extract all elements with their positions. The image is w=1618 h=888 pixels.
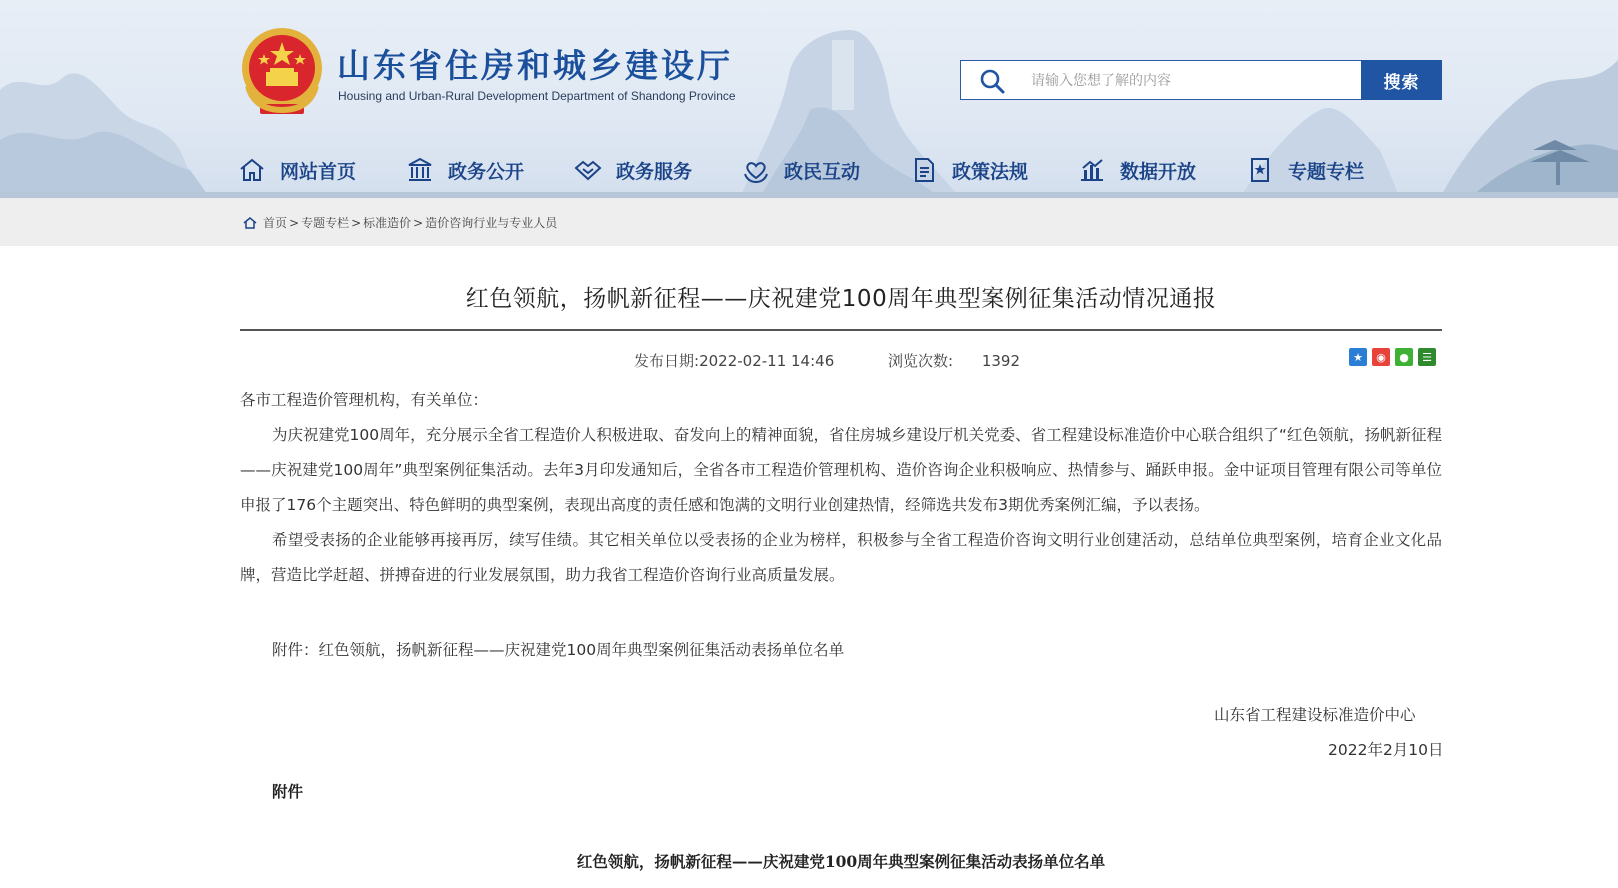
share-bar (1349, 348, 1436, 366)
attachment-title: 红色领航，扬帆新征程——庆祝建党100周年典型案例征集活动表扬单位名单 (576, 852, 1106, 871)
breadcrumb-bar (0, 198, 1618, 246)
site-header (0, 0, 1618, 198)
douban-icon[interactable]: ☰ (1418, 348, 1436, 366)
search-icon[interactable] (979, 68, 1005, 94)
nav-item-gov-affairs[interactable] (406, 150, 524, 190)
search-box (960, 60, 1361, 100)
attachment-label: 附件 (272, 783, 304, 801)
breadcrumb-separator: > (351, 215, 362, 230)
nav-item-gov-services[interactable] (574, 150, 692, 190)
greeting: 各市工程造价管理机构，有关单位： (240, 391, 489, 409)
signature-date: 2022年2月10日 (1328, 741, 1444, 759)
view-count-value: 1392 (981, 352, 1021, 370)
breadcrumb (243, 214, 557, 231)
breadcrumb-item-standard-cost[interactable]: 标准造价 (363, 216, 412, 230)
view-count-label: 浏览次数: (888, 352, 954, 370)
title-divider (240, 329, 1442, 331)
site-subtitle: Housing and Urban-Rural Development Department of Shandong Province (338, 89, 736, 103)
nav-item-policies[interactable] (910, 150, 1028, 190)
nav-item-home[interactable] (238, 150, 356, 190)
government-building-icon (406, 156, 434, 184)
breadcrumb-item-home[interactable]: 首页 (263, 216, 288, 230)
qzone-icon[interactable]: ★ (1349, 348, 1367, 366)
paragraph-2: 希望受表扬的企业能够再接再厉，续写佳绩。其它相关单位以受表扬的企业为榜样，积极参与全省工程造价咨询文明行业创建活动，总结单位典型案例，培育企业文化品牌，营造比学赶超、拼搏奋进的行业发展氛围，助力我省工程造价咨询行业高质量发展。 (240, 531, 1442, 584)
publish-date-label: 发布日期: (634, 352, 700, 370)
wechat-icon[interactable]: ● (1395, 348, 1413, 366)
breadcrumb-separator: > (289, 215, 300, 230)
nav-item-special-topics[interactable] (1246, 150, 1364, 190)
publish-date (634, 350, 834, 371)
home-icon (243, 216, 257, 230)
heart-hands-icon (742, 156, 770, 184)
breadcrumb-item-special-topics[interactable]: 专题专栏 (301, 216, 350, 230)
nav-item-label: 政民互动 (784, 160, 861, 183)
paragraph-1: 为庆祝建党100周年，充分展示全省工程造价人积极进取、奋发向上的精神面貌，省住房城乡建设厅机关党委、省工程建设标准造价中心联合组织了“红色领航，扬帆新征程——庆祝建党100周年”典型案例征集活动。去年3月印发通知后，全省各市工程造价管理机构、造价咨询企业积极响应、热情参与、踊跃申报。金中证项目管理有限公司等单位申报了176个主题突出、特色鲜明的典型案例，表现出高度的责任感和饱满的文明行业创建热情，经筛选共发布3期优秀案例汇编，予以表扬。 (240, 426, 1442, 514)
handshake-icon (574, 156, 602, 184)
search-input[interactable] (1031, 69, 1351, 93)
nav-item-label: 数据开放 (1120, 160, 1197, 183)
nav-item-label: 政务服务 (616, 160, 693, 183)
nav-item-open-data[interactable] (1078, 150, 1196, 190)
article-title: 红色领航，扬帆新征程——庆祝建党100周年典型案例征集活动情况通报 (465, 286, 1217, 312)
breadcrumb-item-current[interactable]: 造价咨询行业与专业人员 (425, 216, 558, 230)
search-button[interactable]: 搜索 (1361, 60, 1442, 100)
badge-icon (1246, 156, 1274, 184)
publish-date-value: 2022-02-11 14:46 (699, 352, 835, 370)
nav-item-label: 网站首页 (280, 160, 357, 183)
view-count (888, 350, 1020, 371)
document-icon (910, 156, 938, 184)
home-icon (238, 156, 266, 184)
nav-item-label: 政策法规 (952, 160, 1029, 183)
nav-item-label: 政务公开 (448, 160, 525, 183)
bar-chart-icon (1078, 156, 1106, 184)
site-title: 山东省住房和城乡建设厅 (337, 46, 733, 85)
signature-org: 山东省工程建设标准造价中心 (1214, 706, 1416, 724)
breadcrumb-separator: > (413, 215, 424, 230)
weibo-icon[interactable]: ◉ (1372, 348, 1390, 366)
attachment-link[interactable]: 附件：红色领航，扬帆新征程——庆祝建党100周年典型案例征集活动表扬单位名单 (272, 641, 845, 659)
nav-item-label: 专题专栏 (1288, 160, 1365, 183)
nav-item-interaction[interactable] (742, 150, 860, 190)
national-emblem-icon (238, 26, 326, 118)
